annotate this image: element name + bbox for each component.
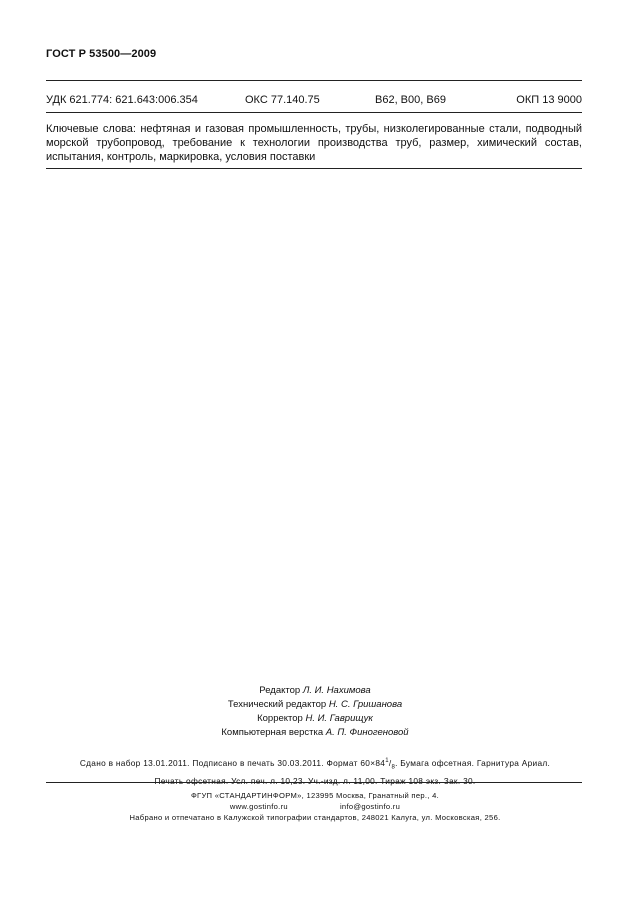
publisher-address: ФГУП «СТАНДАРТИНФОРМ», 123995 Москва, Гранатный пер., 4. xyxy=(190,791,440,800)
format-sup: 1 xyxy=(385,758,389,764)
publisher-website: www.gostinfo.ru xyxy=(229,802,288,811)
credits-block xyxy=(0,684,630,740)
imprint-line-1 xyxy=(0,754,630,774)
top-rule xyxy=(46,80,582,81)
classification-rule xyxy=(46,112,582,113)
udk-code: УДК 621.774: 621.643:006.354 xyxy=(46,94,198,106)
credit-line xyxy=(0,684,630,698)
credit-name: Л. И. Нахимова xyxy=(302,685,371,696)
format-base: 60×84 xyxy=(360,757,386,768)
imprint-paper: . Бумага офсетная. Гарнитура Ариал. xyxy=(395,757,551,768)
credit-line xyxy=(0,712,630,726)
print-imprint xyxy=(0,754,630,788)
printing-house: Набрано и отпечатано в Калужской типографии стандартов, 248021 Калуга, ул. Московская, 256. xyxy=(129,813,501,822)
group-codes: В62, В00, В69 xyxy=(375,94,446,106)
imprint-line-2: Печать офсетная. Усл. печ. л. 10,23. Уч.-изд. л. 11,00. Тираж 108 экз. Зак. 30. xyxy=(154,776,476,787)
publisher-email: info@gostinfo.ru xyxy=(339,802,401,811)
keywords-rule xyxy=(46,168,582,169)
credit-line xyxy=(0,726,630,740)
imprint-rule xyxy=(46,782,582,783)
imprint-dates: Сдано в набор 13.01.2011. Подписано в печать 30.03.2011. Формат xyxy=(79,757,358,768)
keywords-paragraph: Ключевые слова: нефтяная и газовая промышленность, трубы, низколегированные стали, подводный морской трубопровод, требование к технологии производства труб, размер, химический состав, испытания, контроль, маркировка, условия поставки xyxy=(46,123,582,163)
credit-role: Редактор xyxy=(259,685,301,696)
credit-name: Н. И. Гаврищук xyxy=(305,713,373,724)
publisher-block xyxy=(0,790,630,823)
credit-name: А. П. Финогеновой xyxy=(325,727,409,738)
okp-code: ОКП 13 9000 xyxy=(516,94,582,106)
oks-code: ОКС 77.140.75 xyxy=(245,94,320,106)
credit-name: Н. С. Гришанова xyxy=(328,699,403,710)
credit-role: Компьютерная верстка xyxy=(221,727,324,738)
format-sub: 8 xyxy=(391,764,396,771)
credit-role: Корректор xyxy=(257,713,303,724)
publisher-contacts xyxy=(0,801,630,812)
paper-format: $60\times 84^1/_8$ xyxy=(360,757,396,771)
standard-id: ГОСТ Р 53500—2009 xyxy=(46,48,157,60)
credit-line xyxy=(0,698,630,712)
credit-role: Технический редактор xyxy=(227,699,327,710)
